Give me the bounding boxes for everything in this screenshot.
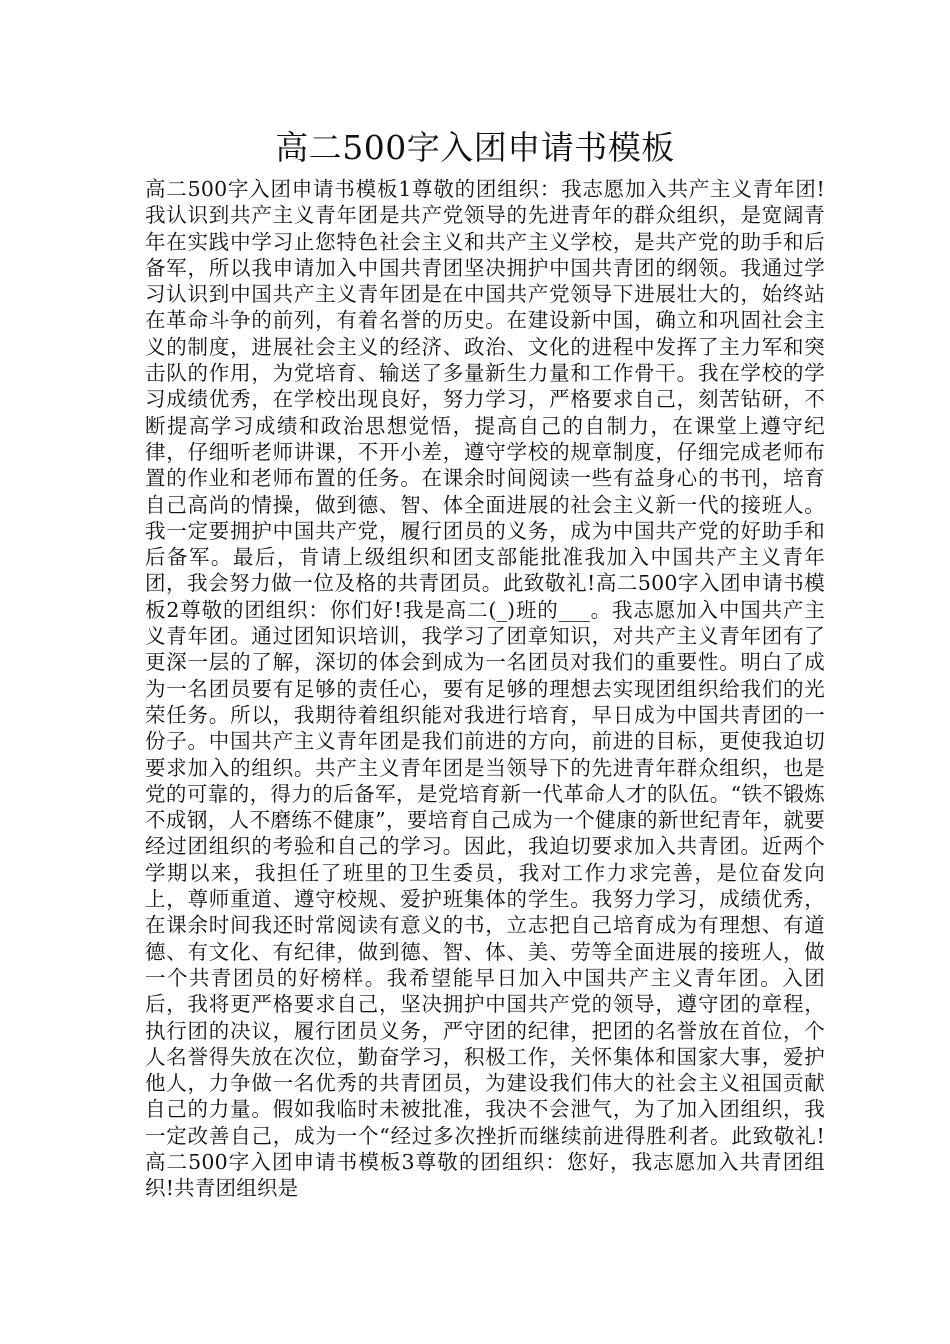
document-title: 高二500字入团申请书模板 [275, 128, 675, 167]
document-body [145, 176, 825, 1202]
body-paragraph: 高二500字入团申请书模板1尊敬的团组织：我志愿加入共产主义青年团!我认识到共产主义青年团是共产党领导的先进青年的群众组织，是宽阔青年在实践中学习止您特色社会主义和共产主义学校，是共产党的助手和后备军，所以我申请加入中国共青团坚决拥护中国共青团的纲领。我通过学习认识到中国共产主义青年团是在中国共产党领导下进展壮大的，始终站在革命斗争的前列，有着名誉的历史。在建设新中国，确立和巩固社会主义的制度，进展社会主义的经济、政治、文化的进程中发挥了主力军和突击队的作用，为党培育、输送了多量新生力量和工作骨干。我在学校的学习成绩优秀，在学校出现良好，努力学习，严格要求自己，刻苦钻研，不断提高学习成绩和政治思想觉悟，提高自己的自制力，在课堂上遵守纪律，仔细听老师讲课，不开小差，遵守学校的规章制度，仔细完成老师布置的作业和老师布置的任务。在课余时间阅读一些有益身心的书刊，培育自己高尚的情操，做到德、智、体全面进展的社会主义新一代的接班人。我一定要拥护中国共产党，履行团员的义务，成为中国共产党的好助手和后备军。最后，肯请上级组织和团支部能批准我加入中国共产主义青年团，我会努力做一位及格的共青团员。此致敬礼!高二500字入团申请书模板2尊敬的团组织：你们好!我是高二(_)班的___。我志愿加入中国共产主义青年团。通过团知识培训，我学习了团章知识，对共产主义青年团有了更深一层的了解，深切的体会到成为一名团员对我们的重要性。明白了成为一名团员要有足够的责任心，要有足够的理想去实现团组织给我们的光荣任务。所以，我期待着组织能对我进行培育，早日成为中国共青团的一份子。中国共产主义青年团是我们前进的方向，前进的目标，更使我迫切要求加入的组织。共产主义青年团是当领导下的先进青年群众组织，也是党的可靠的，得力的后备军，是党培育新一代革命人才的队伍。“铁不锻炼不成钢，人不磨练不健康”，要培育自己成为一个健康的新世纪青年，就要经过团组织的考验和自己的学习。因此，我迫切要求加入共青团。近两个学期以来，我担任了班里的卫生委员，我对工作力求完善，是位奋发向上，尊师重道、遵守校规、爱护班集体的学生。我努力学习，成绩优秀，在课余时间我还时常阅读有意义的书，立志把自己培育成为有理想、有道德、有文化、有纪律，做到德、智、体、美、劳等全面进展的接班人，做一个共青团员的好榜样。我希望能早日加入中国共产主义青年团。入团后，我将更严格要求自己，坚决拥护中国共产党的领导，遵守团的章程，执行团的决议，履行团员义务，严守团的纪律，把团的名誉放在首位，个人名誉得失放在次位，勤奋学习，积极工作，关怀集体和国家大事，爱护他人，力争做一名优秀的共青团员，为建设我们伟大的社会主义祖国贡献自己的力量。假如我临时未被批准，我决不会泄气，为了加入团组织，我一定改善自己，成为一个“经过多次挫折而继续前进得胜利者。此致敬礼!高二500字入团申请书模板3尊敬的团组织：您好，我志愿加入共青团组织!共青团组织是 [145, 177, 825, 1201]
